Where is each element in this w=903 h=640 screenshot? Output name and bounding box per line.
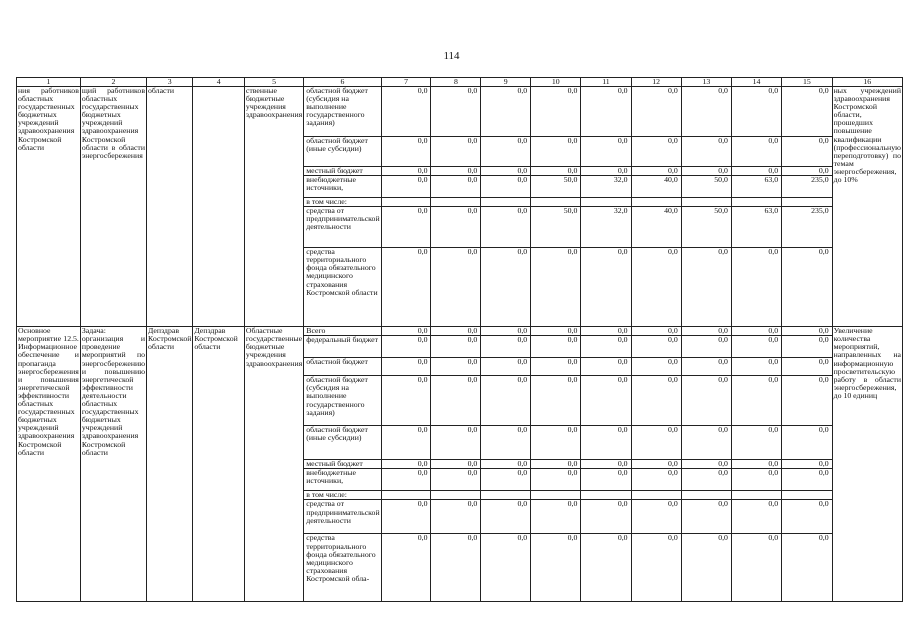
value-cell: 32,0: [581, 176, 631, 198]
value-cell: 0,0: [681, 336, 731, 358]
expected-result-cell: ных учреждений здравоохранения Костромской области, прошедших повышение квалификации (профессиональную переподготовку) по темам энергосбережения, до 10%: [832, 87, 902, 327]
value-cell: 0,0: [581, 376, 631, 426]
value-cell: 0,0: [431, 534, 481, 602]
value-cell: 0,0: [431, 469, 481, 491]
value-cell: 0,0: [581, 500, 631, 534]
value-cell: 0,0: [782, 358, 833, 376]
value-cell: 0,0: [681, 87, 731, 137]
header-cell: 12: [631, 78, 681, 87]
funding-source-cell: в том числе:: [304, 491, 381, 500]
funding-source-cell: в том числе:: [304, 198, 381, 207]
value-cell: 0,0: [731, 248, 781, 327]
value-cell: 0,0: [681, 534, 731, 602]
value-cell: 0,0: [782, 426, 833, 460]
value-cell: 0,0: [581, 469, 631, 491]
header-cell: 14: [731, 78, 781, 87]
value-cell: 0,0: [531, 376, 581, 426]
value-cell: [731, 198, 781, 207]
value-cell: 50,0: [531, 207, 581, 248]
funding-source-cell: областной бюджет: [304, 358, 381, 376]
header-cell: 7: [381, 78, 431, 87]
value-cell: 0,0: [731, 426, 781, 460]
value-cell: [481, 491, 531, 500]
value-cell: [782, 491, 833, 500]
value-cell: 0,0: [381, 500, 431, 534]
value-cell: 0,0: [481, 207, 531, 248]
value-cell: 0,0: [481, 327, 531, 336]
value-cell: 0,0: [631, 534, 681, 602]
header-cell: 8: [431, 78, 481, 87]
program-table: [16, 77, 903, 602]
header-cell: 9: [481, 78, 531, 87]
value-cell: 0,0: [381, 358, 431, 376]
value-cell: [381, 198, 431, 207]
responsible-cell: [193, 87, 245, 327]
value-cell: 0,0: [431, 358, 481, 376]
value-cell: 0,0: [531, 327, 581, 336]
value-cell: 0,0: [581, 460, 631, 469]
value-cell: [782, 198, 833, 207]
value-cell: 50,0: [531, 176, 581, 198]
value-cell: 0,0: [631, 87, 681, 137]
value-cell: 0,0: [731, 87, 781, 137]
value-cell: 0,0: [782, 376, 833, 426]
value-cell: 0,0: [381, 327, 431, 336]
value-cell: 63,0: [731, 207, 781, 248]
value-cell: 0,0: [581, 87, 631, 137]
value-cell: 0,0: [431, 207, 481, 248]
value-cell: 0,0: [481, 176, 531, 198]
value-cell: 50,0: [681, 176, 731, 198]
value-cell: 0,0: [782, 137, 833, 167]
value-cell: 0,0: [431, 460, 481, 469]
value-cell: 0,0: [531, 87, 581, 137]
header-cell: 3: [147, 78, 193, 87]
header-cell: 4: [193, 78, 245, 87]
value-cell: 0,0: [481, 469, 531, 491]
value-cell: 0,0: [681, 469, 731, 491]
value-cell: 0,0: [481, 167, 531, 176]
funding-source-cell: средства территориального фонда обязательного медицинского страхования Костромской обла-: [304, 534, 381, 602]
header-row: [17, 78, 903, 87]
header-cell: 6: [304, 78, 381, 87]
funding-source-cell: федеральный бюджет: [304, 336, 381, 358]
value-cell: 0,0: [431, 87, 481, 137]
customer-cell: Депздрав Костромской области: [147, 327, 193, 602]
value-cell: 50,0: [681, 207, 731, 248]
value-cell: [681, 491, 731, 500]
value-cell: [631, 198, 681, 207]
value-cell: 0,0: [782, 534, 833, 602]
value-cell: 0,0: [731, 500, 781, 534]
header-cell: 15: [782, 78, 833, 87]
expected-result-cell: Увеличение количества мероприятий, направленных на информационную просветительскую работу в области энергосбережения, до 10 единиц: [832, 327, 902, 602]
value-cell: 0,0: [631, 336, 681, 358]
value-cell: [731, 491, 781, 500]
value-cell: 0,0: [631, 167, 681, 176]
measure-task-cell: щий работников областных государственных бюджетных учреждений здравоохранения Костромской области в области энергосбережения: [80, 87, 146, 327]
funding-source-cell: Всего: [304, 327, 381, 336]
value-cell: 0,0: [681, 460, 731, 469]
value-cell: 0,0: [731, 534, 781, 602]
value-cell: 0,0: [381, 137, 431, 167]
value-cell: 0,0: [782, 460, 833, 469]
value-cell: 0,0: [631, 469, 681, 491]
value-cell: 0,0: [481, 87, 531, 137]
value-cell: 0,0: [381, 87, 431, 137]
measure-block: [17, 327, 903, 602]
value-cell: 0,0: [631, 376, 681, 426]
value-cell: 0,0: [631, 137, 681, 167]
value-cell: 0,0: [431, 336, 481, 358]
value-cell: 0,0: [431, 167, 481, 176]
value-cell: 0,0: [681, 167, 731, 176]
value-cell: [531, 198, 581, 207]
value-cell: 0,0: [581, 137, 631, 167]
value-cell: 0,0: [631, 358, 681, 376]
value-cell: 63,0: [731, 176, 781, 198]
value-cell: 0,0: [531, 469, 581, 491]
header-cell: 5: [244, 78, 303, 87]
value-cell: 0,0: [782, 167, 833, 176]
value-cell: 0,0: [631, 327, 681, 336]
value-cell: [681, 198, 731, 207]
customer-cell: области: [147, 87, 193, 327]
value-cell: 235,0: [782, 176, 833, 198]
value-cell: 0,0: [731, 167, 781, 176]
value-cell: 0,0: [431, 500, 481, 534]
value-cell: 0,0: [681, 500, 731, 534]
value-cell: 0,0: [731, 327, 781, 336]
funding-source-cell: областной бюджет (иные субсидии): [304, 426, 381, 460]
table-row: [17, 87, 903, 137]
value-cell: 0,0: [731, 336, 781, 358]
value-cell: 0,0: [782, 327, 833, 336]
funding-source-cell: средства территориального фонда обязательного медицинского страхования Костромской области: [304, 248, 381, 327]
value-cell: 0,0: [381, 460, 431, 469]
executor-cell: Областные государственные бюджетные учреждения здравоохранения: [244, 327, 303, 602]
responsible-cell: Депздрав Костромской области: [193, 327, 245, 602]
value-cell: 0,0: [531, 336, 581, 358]
value-cell: 0,0: [481, 358, 531, 376]
value-cell: 0,0: [481, 500, 531, 534]
value-cell: 0,0: [381, 376, 431, 426]
value-cell: 0,0: [681, 248, 731, 327]
header-cell: 2: [80, 78, 146, 87]
value-cell: 0,0: [381, 207, 431, 248]
funding-source-cell: местный бюджет: [304, 460, 381, 469]
value-cell: 0,0: [381, 426, 431, 460]
value-cell: 40,0: [631, 176, 681, 198]
value-cell: 0,0: [531, 137, 581, 167]
value-cell: 0,0: [581, 167, 631, 176]
header-cell: 11: [581, 78, 631, 87]
value-cell: 0,0: [731, 137, 781, 167]
value-cell: 0,0: [531, 167, 581, 176]
value-cell: 0,0: [581, 426, 631, 460]
value-cell: 0,0: [431, 176, 481, 198]
measure-name-cell: ния работников областных государственных бюджетных учреждений здравоохранения Костромской области: [17, 87, 81, 327]
funding-source-cell: внебюджетные источники,: [304, 176, 381, 198]
value-cell: 0,0: [631, 248, 681, 327]
value-cell: [431, 491, 481, 500]
value-cell: 0,0: [431, 248, 481, 327]
value-cell: 0,0: [531, 460, 581, 469]
value-cell: 0,0: [782, 500, 833, 534]
header-cell: 1: [17, 78, 81, 87]
value-cell: 0,0: [731, 358, 781, 376]
value-cell: 0,0: [681, 426, 731, 460]
measure-block: [17, 87, 903, 327]
value-cell: 0,0: [631, 500, 681, 534]
value-cell: 0,0: [581, 248, 631, 327]
header-cell: 10: [531, 78, 581, 87]
value-cell: 0,0: [481, 248, 531, 327]
value-cell: 0,0: [681, 376, 731, 426]
value-cell: 0,0: [531, 358, 581, 376]
value-cell: 0,0: [381, 167, 431, 176]
value-cell: 0,0: [481, 426, 531, 460]
value-cell: 0,0: [381, 534, 431, 602]
funding-source-cell: областной бюджет (субсидия на выполнение государственного задания): [304, 376, 381, 426]
value-cell: 0,0: [631, 460, 681, 469]
value-cell: 0,0: [381, 248, 431, 327]
value-cell: 0,0: [681, 327, 731, 336]
value-cell: 32,0: [581, 207, 631, 248]
value-cell: [581, 491, 631, 500]
funding-source-cell: средства от предпринимательской деятельности: [304, 500, 381, 534]
funding-source-cell: внебюджетные источники,: [304, 469, 381, 491]
value-cell: 0,0: [581, 327, 631, 336]
measure-task-cell: Задача: организация и проведение мероприятий по энергосбережению и повышению энергетической эффективности деятельности областных государственных бюджетных учреждений здравоохранения Костромской области: [80, 327, 146, 602]
value-cell: 0,0: [782, 469, 833, 491]
value-cell: 0,0: [631, 426, 681, 460]
value-cell: 0,0: [782, 87, 833, 137]
value-cell: 0,0: [431, 137, 481, 167]
value-cell: 0,0: [381, 336, 431, 358]
value-cell: 0,0: [431, 327, 481, 336]
value-cell: [481, 198, 531, 207]
value-cell: 0,0: [481, 534, 531, 602]
value-cell: 0,0: [681, 137, 731, 167]
value-cell: 0,0: [481, 137, 531, 167]
header-cell: 16: [832, 78, 902, 87]
value-cell: 0,0: [731, 469, 781, 491]
value-cell: 0,0: [681, 358, 731, 376]
value-cell: 0,0: [782, 336, 833, 358]
value-cell: 0,0: [731, 460, 781, 469]
value-cell: [431, 198, 481, 207]
page-number: 114: [443, 50, 460, 62]
value-cell: 0,0: [581, 336, 631, 358]
funding-source-cell: местный бюджет: [304, 167, 381, 176]
value-cell: 0,0: [581, 358, 631, 376]
value-cell: 0,0: [531, 500, 581, 534]
value-cell: 0,0: [381, 469, 431, 491]
value-cell: 0,0: [531, 426, 581, 460]
value-cell: 40,0: [631, 207, 681, 248]
value-cell: [531, 491, 581, 500]
value-cell: 0,0: [431, 426, 481, 460]
executor-cell: ственные бюджетные учреждения здравоохранения: [244, 87, 303, 327]
value-cell: 0,0: [481, 376, 531, 426]
value-cell: 0,0: [782, 248, 833, 327]
value-cell: 0,0: [431, 376, 481, 426]
value-cell: 0,0: [731, 376, 781, 426]
table-row: [17, 327, 903, 336]
value-cell: 0,0: [481, 336, 531, 358]
value-cell: 0,0: [381, 176, 431, 198]
value-cell: 0,0: [581, 534, 631, 602]
measure-name-cell: Основное мероприятие 12.5. Информационное обеспечение и пропаганда энергосбережения и повышения энергетической эффективности областных государственных бюджетных учреждений здравоохранения Костромской области: [17, 327, 81, 602]
funding-source-cell: областной бюджет (иные субсидии): [304, 137, 381, 167]
value-cell: 0,0: [531, 248, 581, 327]
funding-source-cell: областной бюджет (субсидия на выполнение государственного задания): [304, 87, 381, 137]
value-cell: [631, 491, 681, 500]
value-cell: 0,0: [531, 534, 581, 602]
value-cell: [381, 491, 431, 500]
value-cell: [581, 198, 631, 207]
funding-source-cell: средства от предпринимательской деятельности: [304, 207, 381, 248]
value-cell: 235,0: [782, 207, 833, 248]
value-cell: 0,0: [481, 460, 531, 469]
header-cell: 13: [681, 78, 731, 87]
